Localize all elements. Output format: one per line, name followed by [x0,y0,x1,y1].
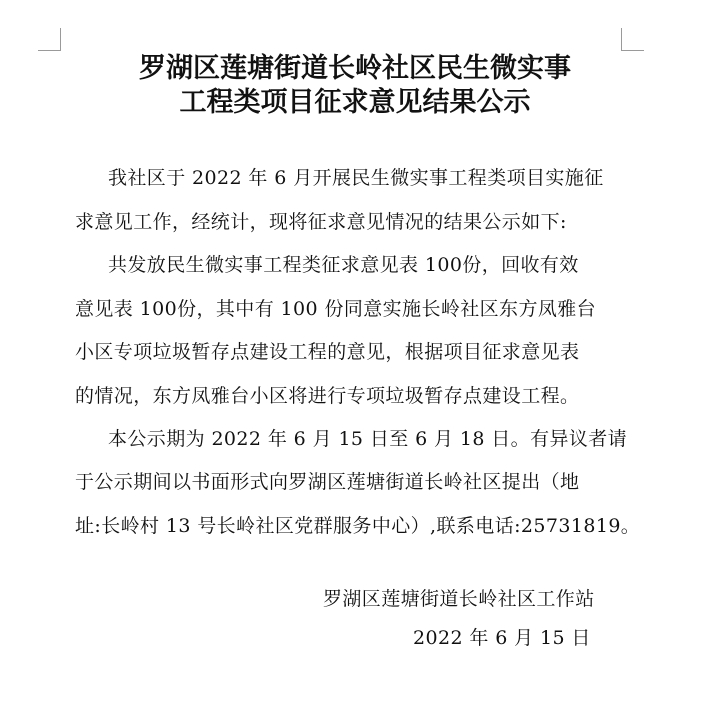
paragraph-3-line-1: 本公示期为 2022 年 6 月 15 日至 6 月 18 日。有异议者请 [108,428,628,450]
document-title-line-1: 罗湖区莲塘街道长岭社区民生微实事 [139,53,571,84]
paragraph-2-line-1: 共发放民生微实事工程类征求意见表 100份，回收有效 [108,254,579,276]
paragraph-2-line-3: 小区专项垃圾暂存点建设工程的意见，根据项目征求意见表 [75,341,580,363]
paragraph-1-line-2: 求意见工作，经统计，现将征求意见情况的结果公示如下: [75,211,567,233]
paragraph-3-line-3: 址:长岭村 13 号长岭社区党群服务中心）,联系电话:25731819。 [75,515,641,537]
paragraph-3-line-2: 于公示期间以书面形式向罗湖区莲塘街道长岭社区提出（地 [75,471,580,493]
signature-date: 2022 年 6 月 15 日 [413,627,591,649]
document-title-line-2: 工程类项目征求意见结果公示 [179,87,531,118]
signature-organization: 罗湖区莲塘街道长岭社区工作站 [323,588,595,610]
paragraph-2-line-2: 意见表 100份，其中有 100 份同意实施长岭社区东方凤雅台 [75,298,597,320]
paragraph-2-line-4: 的情况，东方凤雅台小区将进行专项垃圾暂存点建设工程。 [75,385,580,407]
paragraph-1-line-1: 我社区于 2022 年 6 月开展民生微实事工程类项目实施征 [108,167,604,189]
top-right-corner-mark [621,28,644,51]
top-left-corner-mark [38,28,61,51]
